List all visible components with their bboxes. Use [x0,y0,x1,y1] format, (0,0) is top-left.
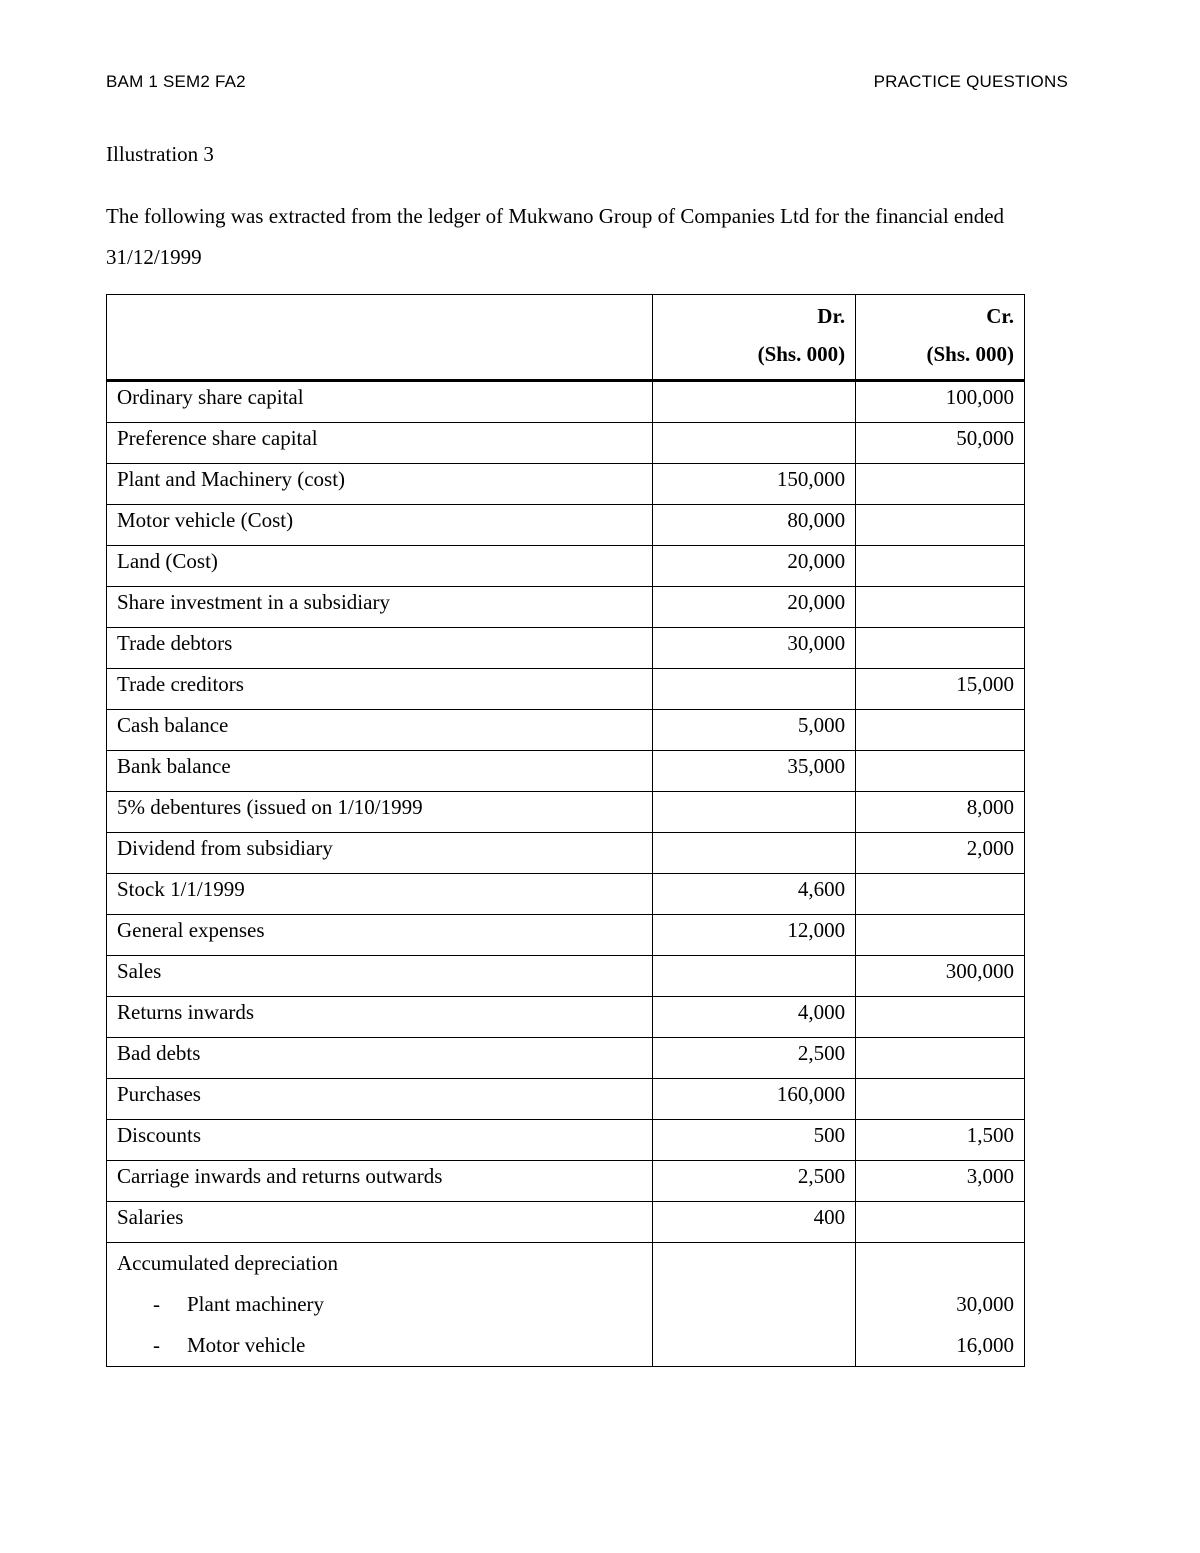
header-credit [856,295,1025,381]
table-row-accumulated-depreciation [107,1243,1025,1367]
table-row [107,587,1025,628]
row-label: Purchases [107,1079,653,1120]
dash-bullet: - [153,1292,160,1316]
row-debit [653,833,856,874]
header-debit-unit: (Shs. 000) [757,342,846,366]
row-debit: 80,000 [653,505,856,546]
row-credit [856,505,1025,546]
illustration-title: Illustration 3 [106,142,214,166]
sub-item-plant [117,1284,642,1325]
row-debit [653,669,856,710]
row-credit: 50,000 [856,423,1025,464]
row-label: Trade debtors [107,628,653,669]
row-credit [856,874,1025,915]
row-credit [856,710,1025,751]
sub-item-label: Plant machinery [187,1292,325,1316]
row-label: Dividend from subsidiary [107,833,653,874]
row-credit: 2,000 [856,833,1025,874]
row-debit [653,381,856,423]
row-debit: 160,000 [653,1079,856,1120]
row-credit: 16,000 [956,1333,1014,1357]
accumulated-label: Accumulated depreciation [117,1251,338,1275]
table-row [107,792,1025,833]
row-label: Trade creditors [107,669,653,710]
row-label: Carriage inwards and returns outwards [107,1161,653,1202]
row-credit [856,751,1025,792]
row-debit [653,792,856,833]
row-label: Preference share capital [107,423,653,464]
row-credit [856,628,1025,669]
row-debit: 2,500 [653,1161,856,1202]
row-label: Bad debts [107,1038,653,1079]
row-debit: 150,000 [653,464,856,505]
row-label: Plant and Machinery (cost) [107,464,653,505]
table-row [107,381,1025,423]
row-credit [856,997,1025,1038]
row-debit: 400 [653,1202,856,1243]
intro-paragraph: The following was extracted from the ledger of Mukwano Group of Companies Ltd for the financial ended 31/12/1999 [106,204,1005,269]
table-header-row [107,295,1025,381]
row-label: Share investment in a subsidiary [107,587,653,628]
table-row [107,464,1025,505]
table-row [107,669,1025,710]
header-debit-label: Dr. [817,304,846,328]
accumulated-label-cell [107,1243,653,1367]
table-row [107,874,1025,915]
table-row [107,505,1025,546]
row-label: 5% debentures (issued on 1/10/1999 [107,792,653,833]
header-credit-label: Cr. [986,304,1014,328]
row-debit: 20,000 [653,546,856,587]
table-row [107,1161,1025,1202]
table-row [107,751,1025,792]
table-row [107,997,1025,1038]
blank-line [866,1243,1014,1284]
row-credit [856,1079,1025,1120]
row-label: Discounts [107,1120,653,1161]
row-credit: 3,000 [856,1161,1025,1202]
row-label: Land (Cost) [107,546,653,587]
table-row [107,1038,1025,1079]
row-credit [856,915,1025,956]
table-row [107,956,1025,997]
row-credit [856,1038,1025,1079]
header-left: BAM 1 SEM2 FA2 [106,72,246,91]
dash-bullet: - [153,1333,160,1357]
row-credit [856,464,1025,505]
row-credit: 1,500 [856,1120,1025,1161]
row-label: Salaries [107,1202,653,1243]
trial-balance-table [106,294,1025,1367]
sub-item-label: Motor vehicle [187,1333,306,1357]
row-debit: 5,000 [653,710,856,751]
row-credit: 8,000 [856,792,1025,833]
row-label: Stock 1/1/1999 [107,874,653,915]
row-debit: 12,000 [653,915,856,956]
table-row [107,546,1025,587]
table-row [107,710,1025,751]
header-credit-unit: (Shs. 000) [926,342,1014,366]
row-debit: 20,000 [653,587,856,628]
row-label: Cash balance [107,710,653,751]
blank-line [663,1243,845,1284]
table-row [107,1120,1025,1161]
row-label: Sales [107,956,653,997]
row-credit: 30,000 [956,1292,1014,1316]
row-credit: 100,000 [856,381,1025,423]
row-credit [856,1202,1025,1243]
row-credit: 15,000 [856,669,1025,710]
row-credit: 300,000 [856,956,1025,997]
row-debit [653,956,856,997]
row-debit: 35,000 [653,751,856,792]
sub-item-motor [117,1325,642,1366]
header-debit [653,295,856,381]
row-credit [856,546,1025,587]
row-debit [653,423,856,464]
row-label: General expenses [107,915,653,956]
row-credit [856,587,1025,628]
table-row [107,915,1025,956]
table-row [107,833,1025,874]
row-debit: 2,500 [653,1038,856,1079]
row-label: Motor vehicle (Cost) [107,505,653,546]
table-row [107,1202,1025,1243]
accumulated-credit-cell [856,1243,1025,1367]
header-right: PRACTICE QUESTIONS [873,72,1068,91]
table-row [107,1079,1025,1120]
row-label: Returns inwards [107,997,653,1038]
row-debit: 500 [653,1120,856,1161]
row-debit: 4,600 [653,874,856,915]
table-row [107,628,1025,669]
table-row [107,423,1025,464]
accumulated-debit-cell [653,1243,856,1367]
row-debit: 30,000 [653,628,856,669]
row-label: Bank balance [107,751,653,792]
header-blank [107,295,653,381]
row-debit: 4,000 [653,997,856,1038]
row-label: Ordinary share capital [107,381,653,423]
